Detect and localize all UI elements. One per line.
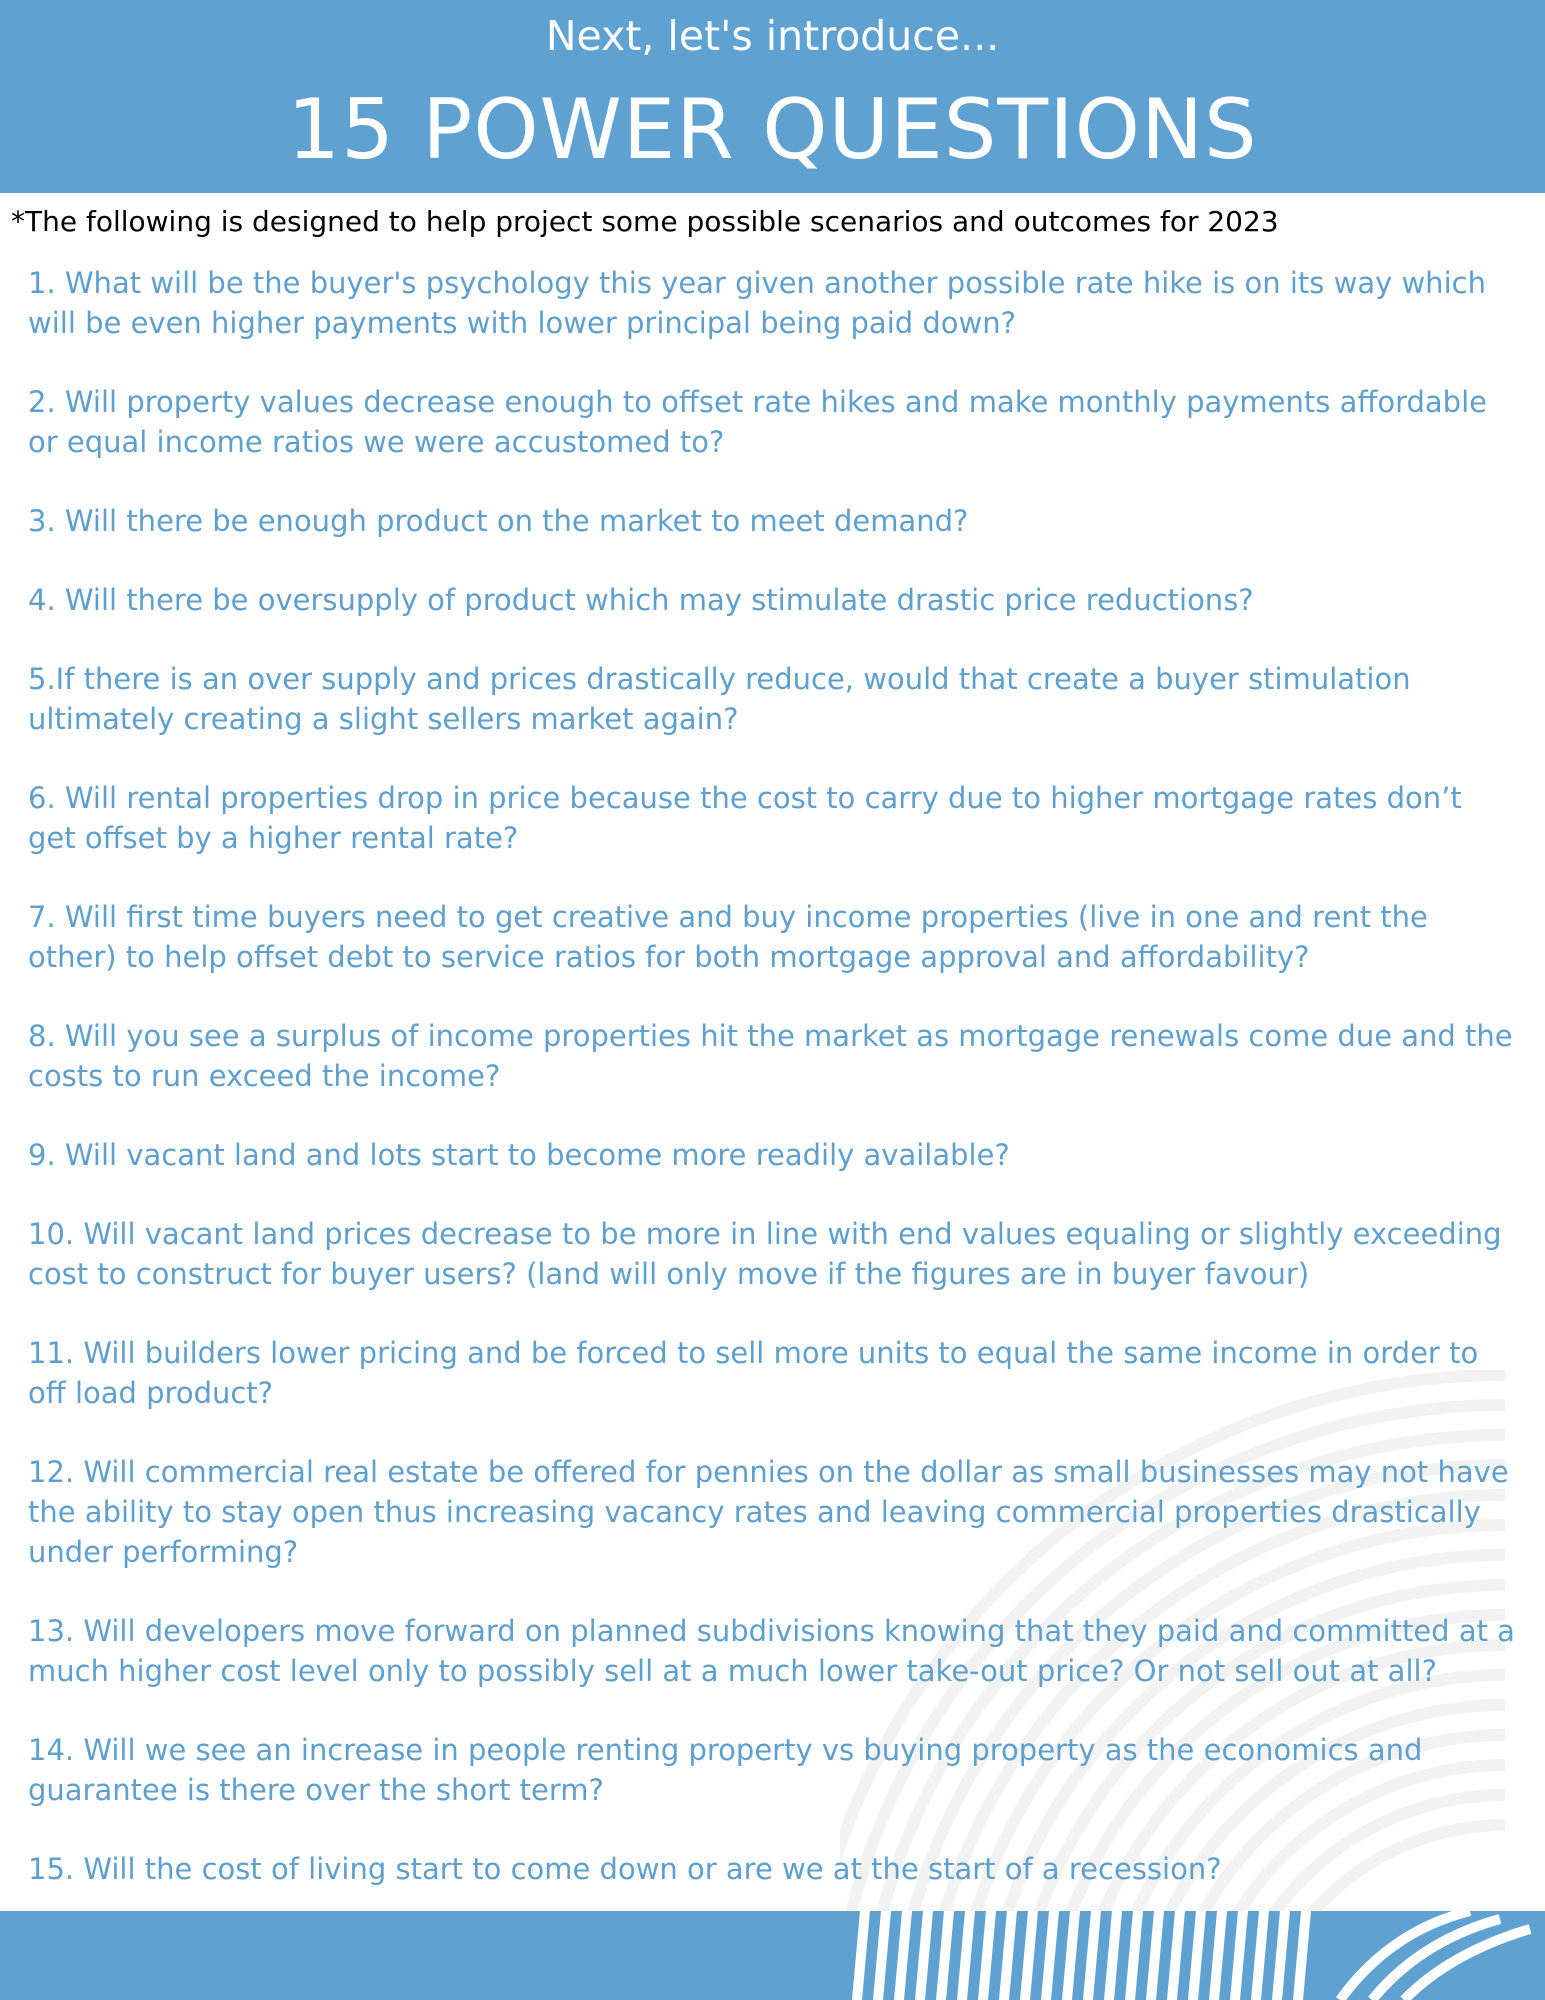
intro-note: *The following is designed to help project some possible scenarios and outcomes for 2023 — [11, 205, 1279, 238]
footer-stripes — [0, 1911, 1545, 2000]
question-15: 15. Will the cost of living start to come down or are we at the start of a recession? — [28, 1852, 1222, 1886]
page-title: 15 POWER QUESTIONS — [287, 81, 1258, 178]
question-12: 12. Will commercial real estate be offered for pennies on the dollar as small businesses may not have the ability to stay open thus increasing vacancy rates and leaving commercial properties drastically under performing? — [28, 1455, 1509, 1569]
question-14: 14. Will we see an increase in people renting property vs buying property as the economics and guarantee is there over the short term? — [28, 1733, 1423, 1807]
question-8: 8. Will you see a surplus of income properties hit the market as mortgage renewals come due and the costs to run exceed the income? — [28, 1019, 1513, 1093]
header-banner — [0, 0, 1545, 193]
question-11: 11. Will builders lower pricing and be forced to sell more units to equal the same income in order to off load product? — [28, 1336, 1479, 1410]
header-subtitle: Next, let's introduce... — [545, 12, 1000, 60]
question-4: 4. Will there be oversupply of product which may stimulate drastic price reductions? — [28, 583, 1254, 617]
question-3: 3. Will there be enough product on the market to meet demand? — [28, 504, 969, 538]
question-10: 10. Will vacant land prices decrease to be more in line with end values equaling or slightly exceeding cost to construct for buyer users? (land will only move if the figures are in buyer favour) — [28, 1217, 1502, 1291]
question-5: 5.If there is an over supply and prices drastically reduce, would that create a buyer stimulation ultimately creating a slight sellers market again? — [28, 662, 1411, 736]
question-1: 1. What will be the buyer's psychology this year given another possible rate hike is on its way which will be even higher payments with lower principal being paid down? — [28, 266, 1486, 340]
footer-banner — [0, 1911, 1545, 2000]
question-9: 9. Will vacant land and lots start to become more readily available? — [28, 1138, 1010, 1172]
question-2: 2. Will property values decrease enough to offset rate hikes and make monthly payments affordable or equal income ratios we were accustomed to? — [28, 385, 1487, 459]
question-6: 6. Will rental properties drop in price because the cost to carry due to higher mortgage rates don’t get offset by a higher rental rate? — [28, 781, 1462, 855]
question-13: 13. Will developers move forward on planned subdivisions knowing that they paid and committed at a much higher cost level only to possibly sell at a much lower take-out price? Or not sell out at all? — [28, 1614, 1515, 1688]
questions-list — [28, 263, 1518, 1928]
question-7: 7. Will first time buyers need to get creative and buy income properties (live in one and rent the other) to help offset debt to service ratios for both mortgage approval and affordability? — [28, 900, 1428, 974]
